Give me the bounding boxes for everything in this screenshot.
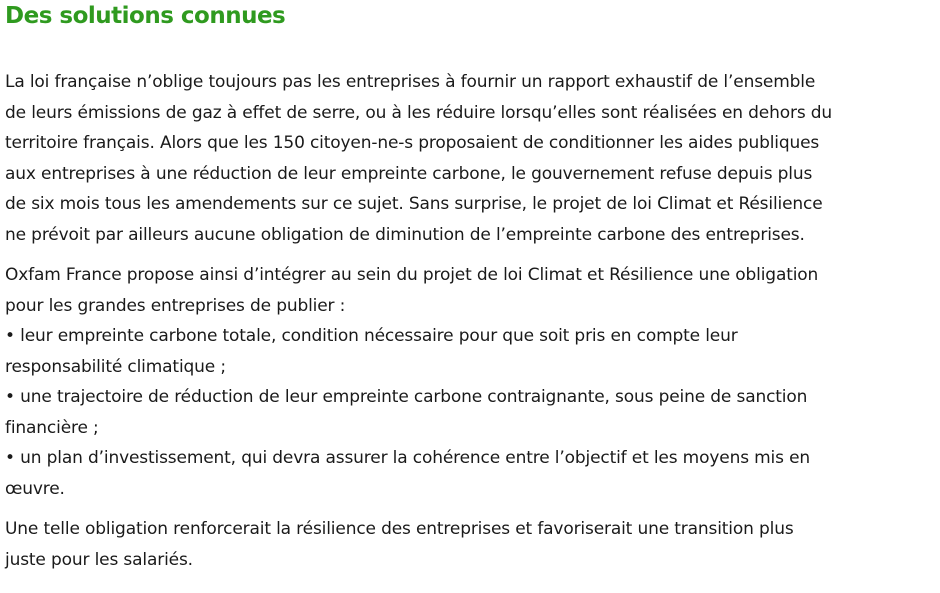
bullet-item: • un plan d’investissement, qui devra assurer la cohérence entre l’objectif et les moyens mis en bbox=[5, 448, 811, 468]
paragraph-line: Une telle obligation renforcerait la résilience des entreprises et favoriserait une transition plus bbox=[5, 519, 794, 539]
paragraph-line: juste pour les salariés. bbox=[5, 549, 193, 570]
paragraph-line: œuvre. bbox=[5, 478, 65, 499]
bullet-item: • leur empreinte carbone totale, condition nécessaire pour que soit pris en compte leur bbox=[5, 326, 738, 346]
paragraph-proposal bbox=[5, 260, 910, 504]
paragraph-line: La loi française n’oblige toujours pas les entreprises à fournir un rapport exhaustif de l’ensemble bbox=[5, 72, 816, 92]
bullet-item: • une trajectoire de réduction de leur empreinte carbone contraignante, sous peine de sanction bbox=[5, 387, 808, 407]
paragraph-line: aux entreprises à une réduction de leur empreinte carbone, le gouvernement refuse depuis plus bbox=[5, 163, 813, 184]
paragraph-line: territoire français. Alors que les 150 citoyen-ne-s proposaient de conditionner les aides publiques bbox=[5, 133, 820, 153]
article-section bbox=[5, 0, 910, 575]
paragraph-conclusion bbox=[5, 514, 910, 575]
section-heading: Des solutions connues bbox=[5, 3, 286, 29]
paragraph-line: de six mois tous les amendements sur ce sujet. Sans surprise, le projet de loi Climat et Résilience bbox=[5, 194, 823, 214]
paragraph-line: ne prévoit par ailleurs aucune obligation de diminution de l’empreinte carbone des entreprises. bbox=[5, 224, 805, 245]
paragraph-line: financière ; bbox=[5, 417, 99, 438]
paragraph-line: responsabilité climatique ; bbox=[5, 356, 226, 377]
paragraph-line: Oxfam France propose ainsi d’intégrer au sein du projet de loi Climat et Résilience une obligation bbox=[5, 265, 819, 285]
paragraph-intro bbox=[5, 67, 910, 250]
paragraph-line: pour les grandes entreprises de publier : bbox=[5, 295, 346, 316]
paragraph-line: de leurs émissions de gaz à effet de serre, ou à les réduire lorsqu’elles sont réalisées en dehors du bbox=[5, 102, 833, 123]
